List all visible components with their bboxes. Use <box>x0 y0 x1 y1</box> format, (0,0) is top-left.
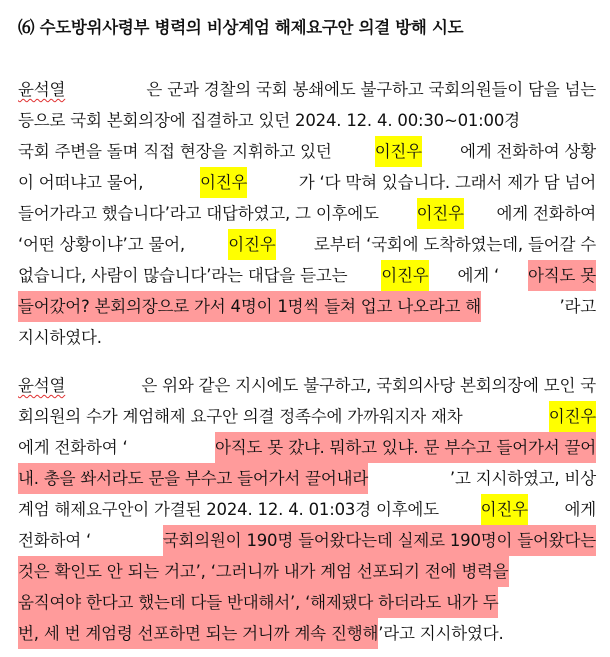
text-line <box>18 229 596 260</box>
paragraph-2 <box>18 370 596 649</box>
text-line <box>18 432 596 463</box>
text-line <box>18 260 596 291</box>
line-text: 에게 전화하여 <box>496 204 596 223</box>
text-line <box>18 136 596 167</box>
line-text: 에게 ‘ <box>457 266 500 285</box>
line-text: 에게 <box>564 500 596 519</box>
line-text: 국회 주변을 돌며 직접 현장을 지휘하고 있던 <box>18 142 337 161</box>
line-text: 에게 전화하여 상황 <box>459 142 596 161</box>
text-line <box>18 167 596 198</box>
line-text: ‘어떤 상황이냐’고 물어, <box>18 235 190 254</box>
text-line <box>18 370 596 401</box>
highlighted-name: 이진우 <box>381 260 428 291</box>
line-text: 지시하였다. <box>18 328 102 347</box>
line-text: 전화하여 ‘ <box>18 531 92 550</box>
line-text: 에게 전화하여 ‘ <box>18 438 128 457</box>
highlighted-name: 이진우 <box>549 401 596 432</box>
highlighted-quote: 들어갔어? 본회의장으로 가서 4명이 1명씩 들쳐 업고 나오라고 해 <box>18 291 481 322</box>
person-name-text: 윤석열 <box>18 376 66 395</box>
line-text: 들어가라고 했습니다’라고 대답하였고, 그 이후에도 <box>18 204 384 223</box>
line-text: 은 위와 같은 지시에도 불구하고, 국회의사당 본회의장에 모인 국 <box>141 376 596 395</box>
highlighted-name: 이진우 <box>200 167 247 198</box>
line-text: 가 ‘다 막혀 있습니다. 그래서 제가 담 넘어 <box>298 173 596 192</box>
text-line <box>18 198 596 229</box>
line-text: 없습니다, 사람이 많습니다’라는 대답을 듣고는 <box>18 266 353 285</box>
line-text: ’라고 지시하였다. <box>378 624 504 643</box>
text-line <box>18 74 596 105</box>
section-heading: ⑹ 수도방위사령부 병력의 비상계엄 해제요구안 의결 방해 시도 <box>18 18 464 37</box>
text-line <box>18 556 596 587</box>
line-text: 은 군과 경찰의 국회 봉쇄에도 불구하고 국회의원들이 담을 넘는 <box>146 80 596 99</box>
text-line <box>18 463 596 494</box>
highlighted-quote: 내. 총을 쏴서라도 문을 부수고 들어가서 끌어내라 <box>18 463 368 494</box>
highlighted-quote: 것은 확인도 안 되는 거고’, ‘그러니까 내가 계엄 선포되기 전에 병력을 <box>18 556 509 587</box>
highlighted-quote: 아직도 못 갔냐. 뭐하고 있냐. 문 부수고 들어가서 끌어 <box>215 432 596 463</box>
text-line <box>18 525 596 556</box>
text-line <box>18 494 596 525</box>
paragraph-1 <box>18 74 596 353</box>
text-line <box>18 401 596 432</box>
line-text: 이 어떠냐고 물어, <box>18 173 149 192</box>
highlighted-name: 이진우 <box>228 229 275 260</box>
highlighted-quote: 번, 세 번 계엄령 선포하면 되는 거니까 계속 진행해 <box>18 618 378 649</box>
highlighted-name: 이진우 <box>481 494 528 525</box>
text-line <box>18 618 596 649</box>
text-line <box>18 105 596 136</box>
person-name-text: 윤석열 <box>18 80 66 99</box>
highlighted-quote: 움직여야 한다고 했는데 다들 반대해서’, ‘해제됐다 하더라도 내가 두 <box>18 587 498 618</box>
text-line <box>18 291 596 322</box>
text-line <box>18 322 596 353</box>
line-text: ’라고 <box>559 297 596 316</box>
line-text: 계엄 해제요구안이 가결된 2024. 12. 4. 01:03경 이후에도 <box>18 500 444 519</box>
highlighted-quote: 국회의원이 190명 들어왔다는데 실제로 190명이 들어왔다는 <box>163 525 596 556</box>
highlighted-quote: 아직도 못 <box>528 260 596 291</box>
highlighted-name: 이진우 <box>375 136 422 167</box>
line-text: 로부터 ‘국회에 도착하였는데, 들어갈 수 <box>313 235 596 254</box>
text-line <box>18 587 596 618</box>
line-text: 등으로 국회 본회의장에 집결하고 있던 2024. 12. 4. 00:30~01:00경 <box>18 111 520 130</box>
highlighted-name: 이진우 <box>417 198 464 229</box>
line-text: ’고 지시하였고, 비상 <box>449 469 596 488</box>
line-text: 회의원의 수가 계엄해제 요구안 의결 정족수에 가까워지자 재차 <box>18 407 468 426</box>
